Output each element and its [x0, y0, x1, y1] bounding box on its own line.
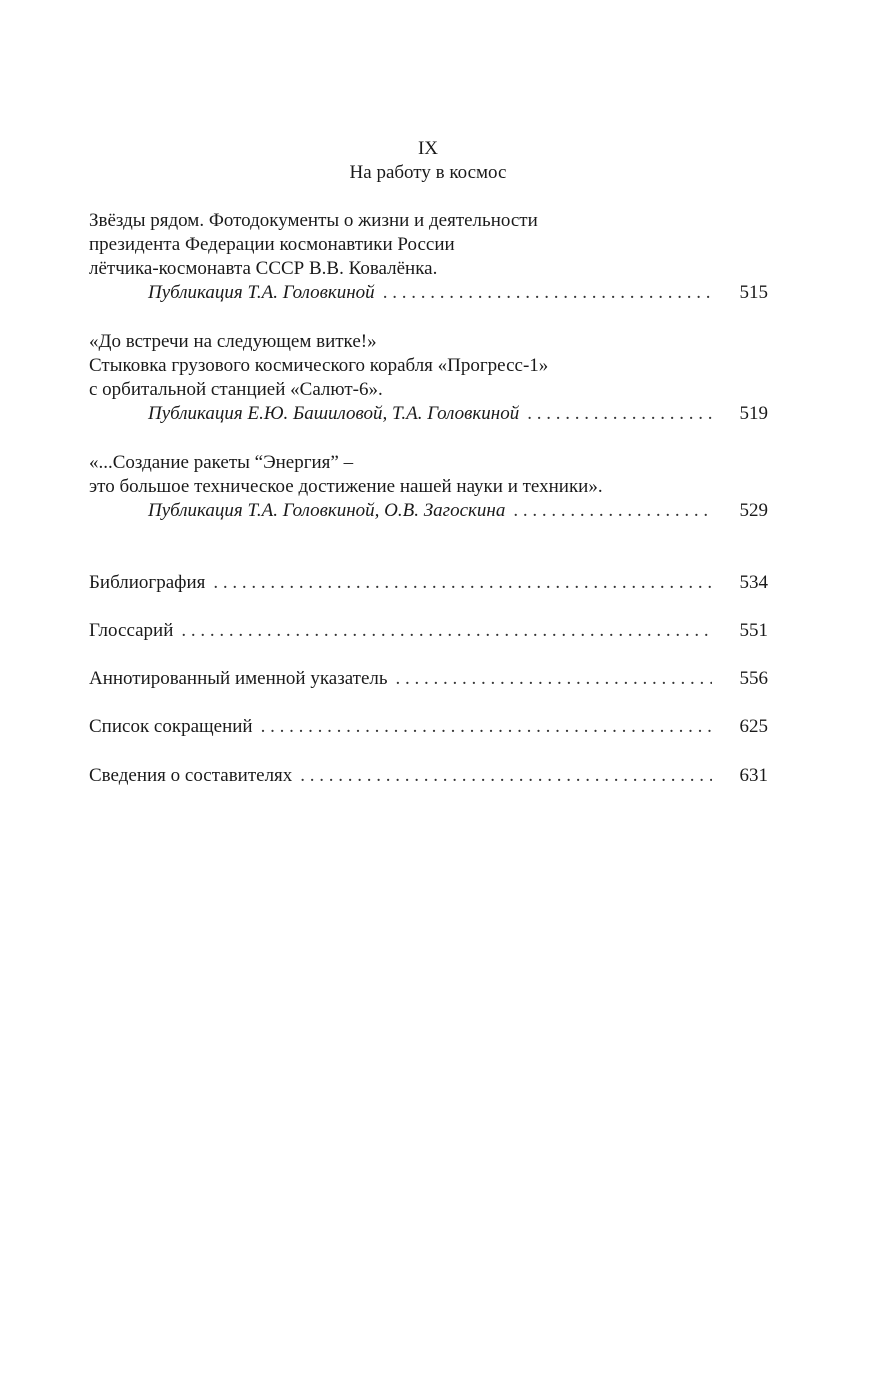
toc-entry-abbreviations[interactable] — [89, 715, 768, 739]
section-title: На работу в космос — [349, 162, 507, 183]
dot-leader — [261, 715, 712, 739]
page-number: 556 — [739, 668, 768, 689]
toc-entry[interactable] — [89, 330, 768, 426]
toc-entry-name-index[interactable] — [89, 667, 768, 691]
publication-credit: Публикация Е.Ю. Башиловой, Т.А. Головкиной — [148, 403, 520, 424]
section-number: IX — [417, 138, 439, 159]
toc-entry-bibliography[interactable] — [89, 571, 768, 595]
publication-credit: Публикация Т.А. Головкиной — [148, 282, 375, 303]
dot-leader — [513, 499, 712, 523]
dot-leader — [300, 764, 712, 788]
toc-row — [89, 764, 768, 788]
entry-title-line: это большое техническое достижение нашей науки и техники». — [89, 476, 603, 497]
entry-title-line: Стыковка грузового космического корабля «Прогресс-1» — [89, 355, 549, 376]
dot-leader — [527, 402, 712, 426]
entry-title-line: с орбитальной станцией «Салют-6». — [89, 379, 383, 400]
toc-row — [89, 571, 768, 595]
toc-entry[interactable] — [89, 451, 768, 523]
page-number: 551 — [739, 620, 768, 641]
publication-row — [89, 402, 768, 426]
entry-title-line: «...Создание ракеты “Энергия” – — [89, 452, 354, 473]
publication-credit: Публикация Т.А. Головкиной, О.В. Загоскина — [148, 500, 506, 521]
toc-label: Список сокращений — [89, 716, 253, 737]
dot-leader — [396, 667, 712, 691]
dot-leader — [383, 281, 712, 305]
page-number: 515 — [739, 282, 768, 303]
entry-title-line: «До встречи на следующем витке!» — [89, 331, 377, 352]
toc-label: Аннотированный именной указатель — [89, 668, 388, 689]
entry-title-line: Звёзды рядом. Фотодокументы о жизни и деятельности — [89, 210, 538, 231]
toc-row — [89, 619, 768, 643]
entry-title-line: лётчика-космонавта СССР В.В. Ковалёнка. — [89, 258, 438, 279]
toc-entry[interactable] — [89, 209, 768, 305]
toc-label: Библиография — [89, 572, 206, 593]
page-number: 625 — [739, 716, 768, 737]
publication-row — [89, 281, 768, 305]
page-number: 534 — [739, 572, 768, 593]
dot-leader — [213, 571, 712, 595]
toc-label: Сведения о составителях — [89, 765, 293, 786]
dot-leader — [181, 619, 712, 643]
toc-label: Глоссарий — [89, 620, 174, 641]
entry-title-line: президента Федерации космонавтики России — [89, 234, 455, 255]
publication-row — [89, 499, 768, 523]
page-number: 529 — [739, 500, 768, 521]
toc-row — [89, 715, 768, 739]
page-number: 631 — [739, 765, 768, 786]
toc-entry-compilers[interactable] — [89, 764, 768, 788]
page-number: 519 — [739, 403, 768, 424]
toc-entry-glossary[interactable] — [89, 619, 768, 643]
toc-row — [89, 667, 768, 691]
